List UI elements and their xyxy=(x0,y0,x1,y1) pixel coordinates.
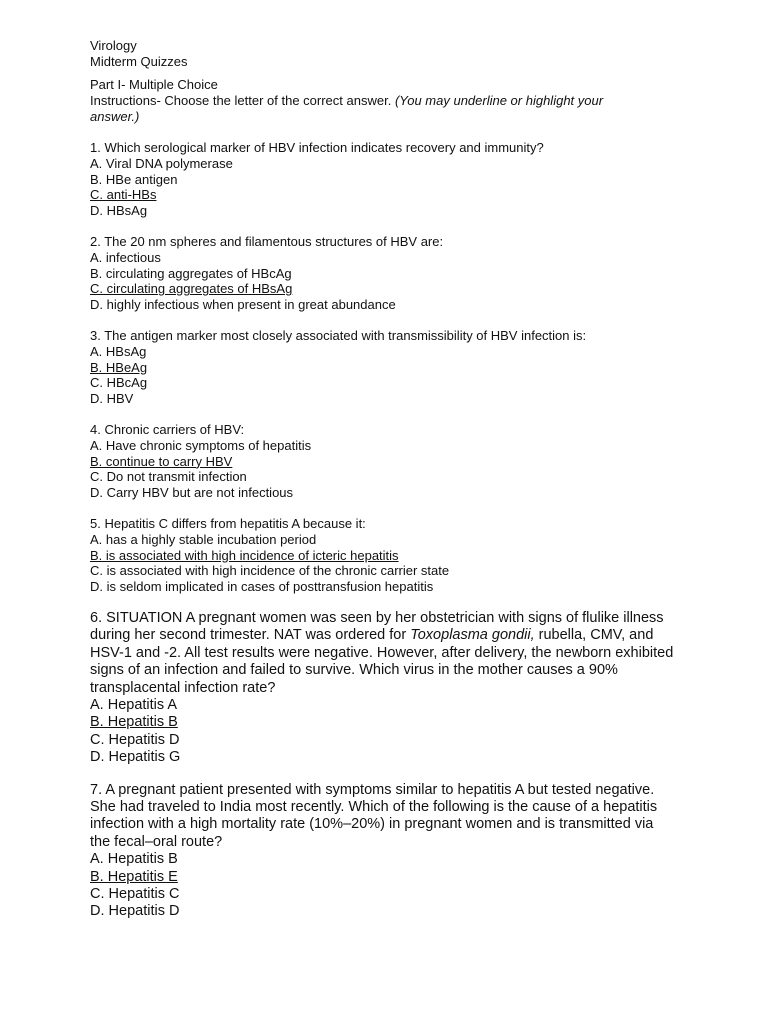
question-4 xyxy=(90,422,690,501)
instructions-text: Instructions- Choose the letter of the correct answer. xyxy=(90,93,395,108)
instructions-note: (You may underline or highlight your answer.) xyxy=(90,93,604,124)
option-d: D. HBsAg xyxy=(90,203,148,219)
question-stem: 2. The 20 nm spheres and filamentous structures of HBV are: xyxy=(90,233,444,249)
question-stem: 7. A pregnant patient presented with symptoms similar to hepatitis A but tested negative. She had traveled to India most recently. Which of the following is the cause of a hepatitis infection with a high mortality rate (10%–20%) in pregnant women and is transmitted via the fecal–oral route? xyxy=(90,781,658,850)
option-a: A. HBsAg xyxy=(90,343,147,359)
option-a: A. Hepatitis A xyxy=(90,696,178,713)
option-d: D. HBV xyxy=(90,391,134,407)
option-c-answer: C. anti-HBs xyxy=(90,187,157,203)
option-a: A. Hepatitis B xyxy=(90,851,178,868)
option-a: A. Viral DNA polymerase xyxy=(90,155,233,171)
option-d: D. highly infectious when present in great abundance xyxy=(90,297,396,313)
option-b-answer: B. HBeAg xyxy=(90,359,148,375)
question-stem-italic: Toxoplasma gondii, xyxy=(410,627,535,644)
option-a: A. has a highly stable incubation period xyxy=(90,531,317,547)
question-stem: 4. Chronic carriers of HBV: xyxy=(90,421,245,437)
document-page xyxy=(90,38,690,921)
option-b-answer: B. is associated with high incidence of icteric hepatitis xyxy=(90,547,399,563)
option-b: B. circulating aggregates of HBcAg xyxy=(90,265,292,281)
question-6 xyxy=(90,610,690,767)
option-d: D. Hepatitis D xyxy=(90,903,180,920)
question-stem: 5. Hepatitis C differs from hepatitis A because it: xyxy=(90,515,366,531)
instructions xyxy=(90,93,650,125)
option-a: A. Have chronic symptoms of hepatitis xyxy=(90,437,312,453)
question-stem-part-a: 6. SITUATION A pregnant women was seen by her obstetrician with signs of flulike illness during her second trimester. NAT was ordered for xyxy=(90,609,664,644)
option-a: A. infectious xyxy=(90,249,161,265)
option-b-answer: B. Hepatitis B xyxy=(90,714,178,731)
question-3 xyxy=(90,328,690,407)
option-c: C. HBcAg xyxy=(90,375,148,391)
option-c: C. Hepatitis C xyxy=(90,886,180,903)
option-d: D. Hepatitis G xyxy=(90,749,181,766)
question-2 xyxy=(90,234,690,313)
option-b-answer: B. continue to carry HBV xyxy=(90,453,233,469)
question-stem xyxy=(90,610,675,697)
question-stem: 1. Which serological marker of HBV infection indicates recovery and immunity? xyxy=(90,140,544,155)
part-heading: Part I- Multiple Choice xyxy=(90,77,218,92)
option-c: C. is associated with high incidence of the chronic carrier state xyxy=(90,563,450,579)
document-title: Midterm Quizzes xyxy=(90,54,188,69)
option-c: C. Hepatitis D xyxy=(90,731,180,748)
option-c-answer: C. circulating aggregates of HBsAg xyxy=(90,281,293,297)
question-5 xyxy=(90,516,690,595)
course-name: Virology xyxy=(90,38,137,53)
question-stem-part-b: rubella, CMV, and HSV-1 and -2. All test results were negative. However, after delivery, the newborn exhibited signs of an infection and failed to survive. Which virus in the mother causes a 90% transplacental infection rate? xyxy=(90,627,674,696)
question-stem: 3. The antigen marker most closely associated with transmissibility of HBV infection is: xyxy=(90,327,587,343)
option-d: D. is seldom implicated in cases of posttransfusion hepatitis xyxy=(90,579,434,595)
option-c: C. Do not transmit infection xyxy=(90,469,247,485)
question-7 xyxy=(90,782,690,921)
option-b: B. HBe antigen xyxy=(90,171,178,187)
question-1 xyxy=(90,140,690,219)
option-d: D. Carry HBV but are not infectious xyxy=(90,485,294,501)
option-b-answer: B. Hepatitis E xyxy=(90,868,178,885)
